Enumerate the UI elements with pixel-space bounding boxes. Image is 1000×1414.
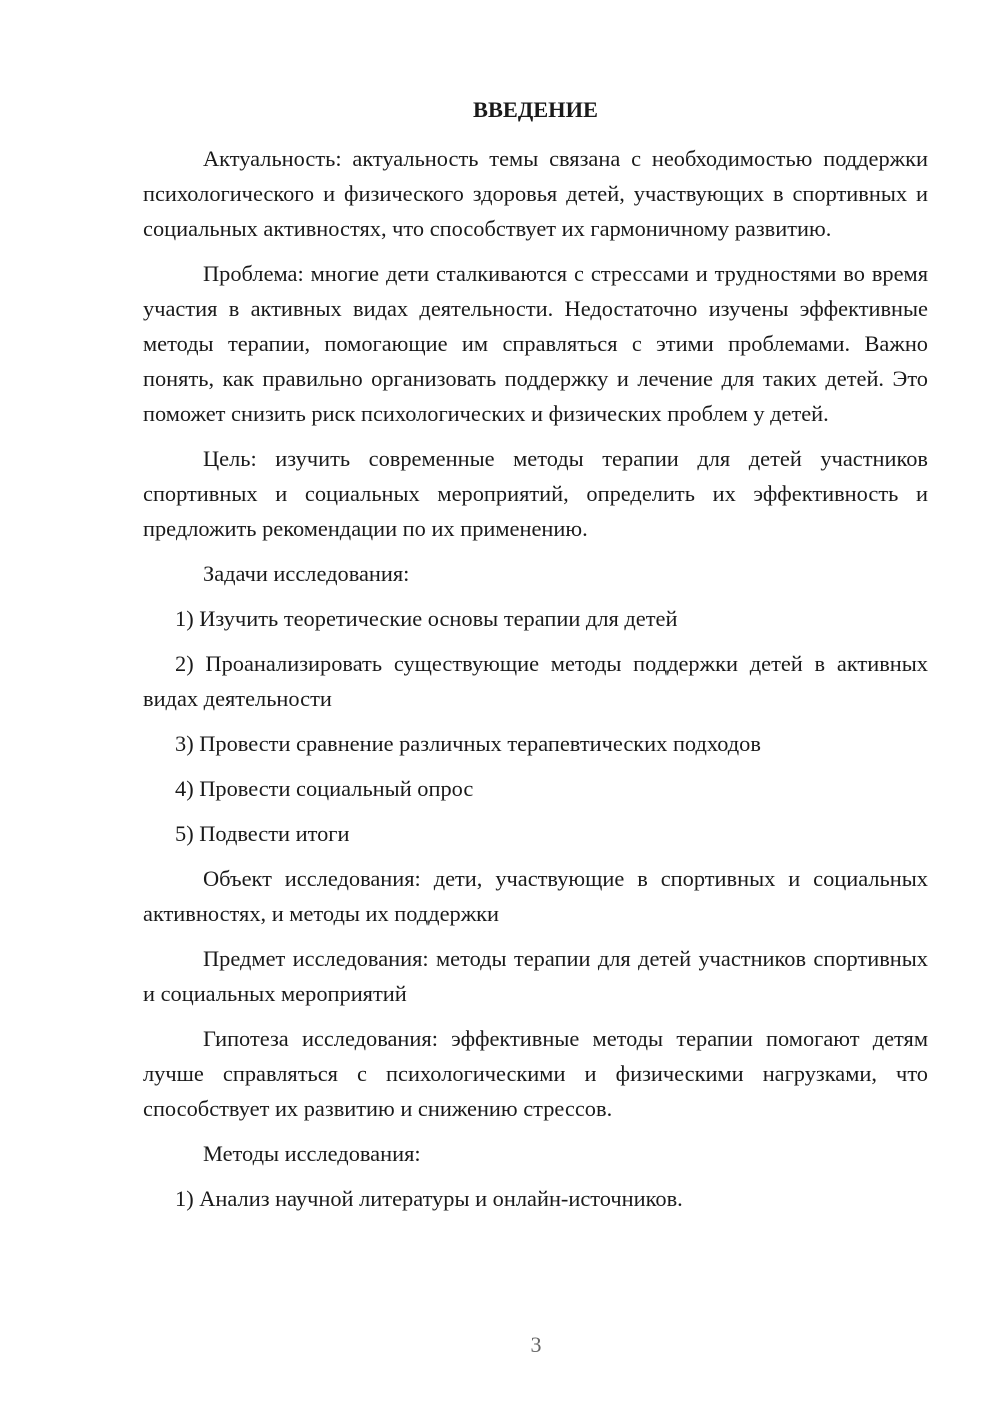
task-item-2: 2) Проанализировать существующие методы поддержки детей в активных видах деятельности: [143, 651, 928, 711]
relevance-paragraph: Актуальность: актуальность темы связана с необходимостью поддержки психологического и физического здоровья детей, участвующих в спортивных и социальных активностях, что способствует их гармоничному развитию.: [143, 146, 928, 241]
task-item-1: 1) Изучить теоретические основы терапии для детей: [175, 606, 678, 631]
task-item-4: 4) Провести социальный опрос: [175, 776, 474, 801]
methods-label: Методы исследования:: [203, 1141, 421, 1166]
page-content: [143, 92, 928, 1226]
task-item-3: 3) Провести сравнение различных терапевтических подходов: [175, 731, 761, 756]
problem-paragraph: Проблема: многие дети сталкиваются с стрессами и трудностями во время участия в активных видах деятельности. Недостаточно изучены эффективные методы терапии, помогающие им справляться с этими проблемами. Важно понять, как правильно организовать поддержку и лечение для таких детей. Это поможет снизить риск психологических и физических проблем у детей.: [143, 261, 928, 426]
goal-paragraph: Цель: изучить современные методы терапии для детей участников спортивных и социальных мероприятий, определить их эффективность и предложить рекомендации по их применению.: [143, 446, 928, 541]
task-item-5: 5) Подвести итоги: [175, 821, 350, 846]
subject-paragraph: Предмет исследования: методы терапии для детей участников спортивных и социальных мероприятий: [143, 946, 928, 1006]
page-number: 3: [530, 1332, 542, 1357]
tasks-label: Задачи исследования:: [203, 561, 410, 586]
object-paragraph: Объект исследования: дети, участвующие в спортивных и социальных активностях, и методы их поддержки: [143, 866, 928, 926]
section-title: ВВЕДЕНИЕ: [473, 97, 598, 122]
hypothesis-paragraph: Гипотеза исследования: эффективные методы терапии помогают детям лучше справляться с психологическими и физическими нагрузками, что способствует их развитию и снижению стрессов.: [143, 1026, 928, 1121]
method-item-1: 1) Анализ научной литературы и онлайн-источников.: [175, 1186, 683, 1211]
